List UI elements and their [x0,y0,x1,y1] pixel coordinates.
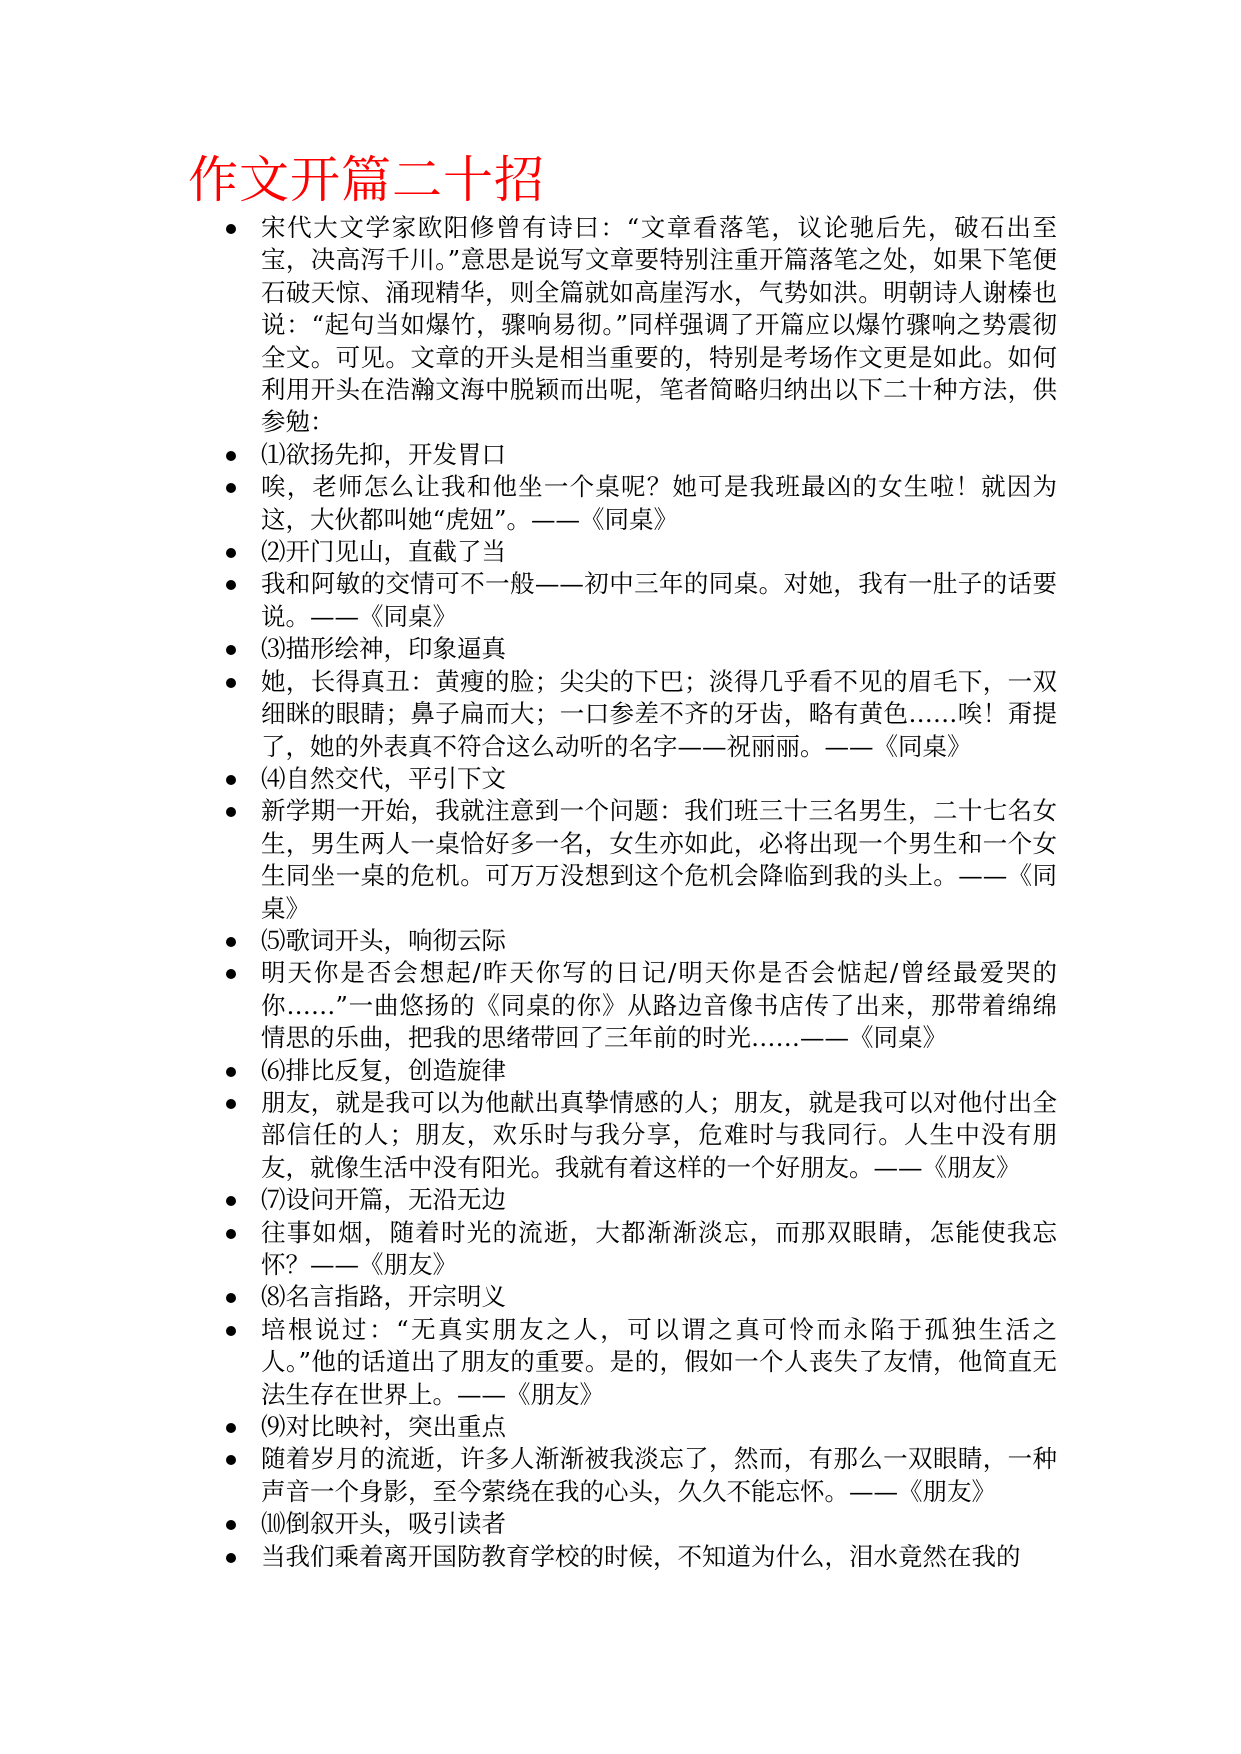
list-item-text: 随着岁月的流逝，许多人渐渐被我淡忘了，然而，有那么一双眼睛，一种声音一个身影，至今萦绕在我的心头，久久不能忘怀。——《朋友》 [261,1444,1057,1506]
list-item [222,925,1057,957]
bullet-icon [226,1067,236,1077]
list-item [222,1508,1057,1540]
list-item-text: 新学期一开始，我就注意到一个问题：我们班三十三名男生，二十七名女生，男生两人一桌恰好多一名，女生亦如此，必将出现一个男生和一个女生同坐一桌的危机。可万万没想到这个危机会降临到我的头上。——《同桌》 [261,796,1057,923]
bullet-icon [226,483,236,493]
list-item-text: ⑺设问开篇，无沿无边 [261,1185,506,1215]
bullet-icon [226,1293,236,1303]
bullet-icon [226,775,236,785]
list-item-text: 当我们乘着离开国防教育学校的时候，不知道为什么，泪水竟然在我的 [261,1541,1021,1571]
bullet-icon [226,645,236,655]
bullet-icon [226,451,236,461]
bullet-icon [226,1553,236,1563]
list-item-text: ⑻名言指路，开宗明义 [261,1282,506,1312]
list-item [222,795,1057,925]
document-title: 作文开篇二十招 [188,151,545,209]
list-item-text: 我和阿敏的交情可不一般——初中三年的同桌。对她，我有一肚子的话要说。——《同桌》 [261,569,1057,631]
list-item [222,1087,1057,1184]
list-item-text: 明天你是否会想起/昨天你写的日记/明天你是否会惦起/曾经最爱哭的你……”一曲悠扬的《同桌的你》从路边音像书店传了出来，那带着绵绵情思的乐曲，把我的思绪带回了三年前的时光……——《同桌》 [261,958,1057,1053]
bullet-icon [226,580,236,590]
list-item [222,957,1057,1054]
list-item [222,666,1057,763]
list-item-text: 她，长得真丑：黄瘦的脸；尖尖的下巴；淡得几乎看不见的眉毛下，一双细眯的眼睛；鼻子扁而大；一口参差不齐的牙齿，略有黄色……唉！甭提了，她的外表真不符合这么动听的名字——祝丽丽。——《同桌》 [261,666,1057,761]
list-item [222,1443,1057,1508]
list-item [222,1281,1057,1313]
list-item [222,439,1057,471]
list-item [222,471,1057,536]
bullet-icon [226,1423,236,1433]
list-item [222,1541,1057,1573]
list-item [222,1314,1057,1411]
list-item-text: 往事如烟，随着时光的流逝，大都渐渐淡忘，而那双眼睛，怎能使我忘怀？——《朋友》 [261,1217,1057,1279]
list-item-text: ⑵开门见山，直截了当 [261,537,506,567]
list-item [222,536,1057,568]
bullet-list [222,212,1057,1573]
list-item-text: ⑷自然交代，平引下文 [261,763,506,793]
bullet-icon [226,1455,236,1465]
list-item-text: 宋代大文学家欧阳修曾有诗曰：“文章看落笔，议论驰后先，破石出至宝，决高泻千川。”意思是说写文章要特别注重开篇落笔之处，如果下笔便石破天惊、涌现精华，则全篇就如高崖泻水，气势如洪。明朝诗人谢榛也说：“起句当如爆竹，骤响易彻。”同样强调了开篇应以爆竹骤响之势震彻全文。可见。文章的开头是相当重要的，特别是考场作文更是如此。如何利用开头在浩瀚文海中脱颖而出呢，笔者简略归纳出以下二十种方法，供参勉： [261,213,1057,437]
bullet-icon [226,548,236,558]
list-item [222,568,1057,633]
bullet-icon [226,1196,236,1206]
bullet-icon [226,678,236,688]
bullet-icon [226,937,236,947]
list-item [222,1055,1057,1087]
list-item [222,1411,1057,1443]
list-item-text: 朋友，就是我可以为他献出真挚情感的人；朋友，就是我可以对他付出全部信任的人；朋友，欢乐时与我分享，危难时与我同行。人生中没有朋友，就像生活中没有阳光。我就有着这样的一个好朋友。——《朋友》 [261,1087,1057,1182]
list-item-text: ⑸歌词开头，响彻云际 [261,925,506,955]
list-item-text: ⑼对比映衬，突出重点 [261,1412,506,1442]
list-item-text: ⑽倒叙开头，吸引读者 [261,1509,506,1539]
list-item-text: 唉，老师怎么让我和他坐一个桌呢？她可是我班最凶的女生啦！就因为这，大伙都叫她“虎妞”。——《同桌》 [261,472,1057,534]
bullet-icon [226,1099,236,1109]
list-item-text: ⑴欲扬先抑，开发胃口 [261,439,506,469]
bullet-icon [226,969,236,979]
bullet-icon [226,1229,236,1239]
list-item-text: 培根说过：“无真实朋友之人，可以谓之真可怜而永陷于孤独生活之人。”他的话道出了朋友的重要。是的，假如一个人丧失了友情，他简直无法生存在世界上。——《朋友》 [261,1314,1057,1409]
list-item [222,212,1057,439]
list-item [222,633,1057,665]
bullet-icon [226,807,236,817]
list-item [222,763,1057,795]
bullet-icon [226,224,236,234]
bullet-icon [226,1520,236,1530]
bullet-icon [226,1326,236,1336]
list-item-text: ⑹排比反复，创造旋律 [261,1055,506,1085]
list-item [222,1217,1057,1282]
list-item-text: ⑶描形绘神，印象逼真 [261,634,506,664]
list-item [222,1184,1057,1216]
